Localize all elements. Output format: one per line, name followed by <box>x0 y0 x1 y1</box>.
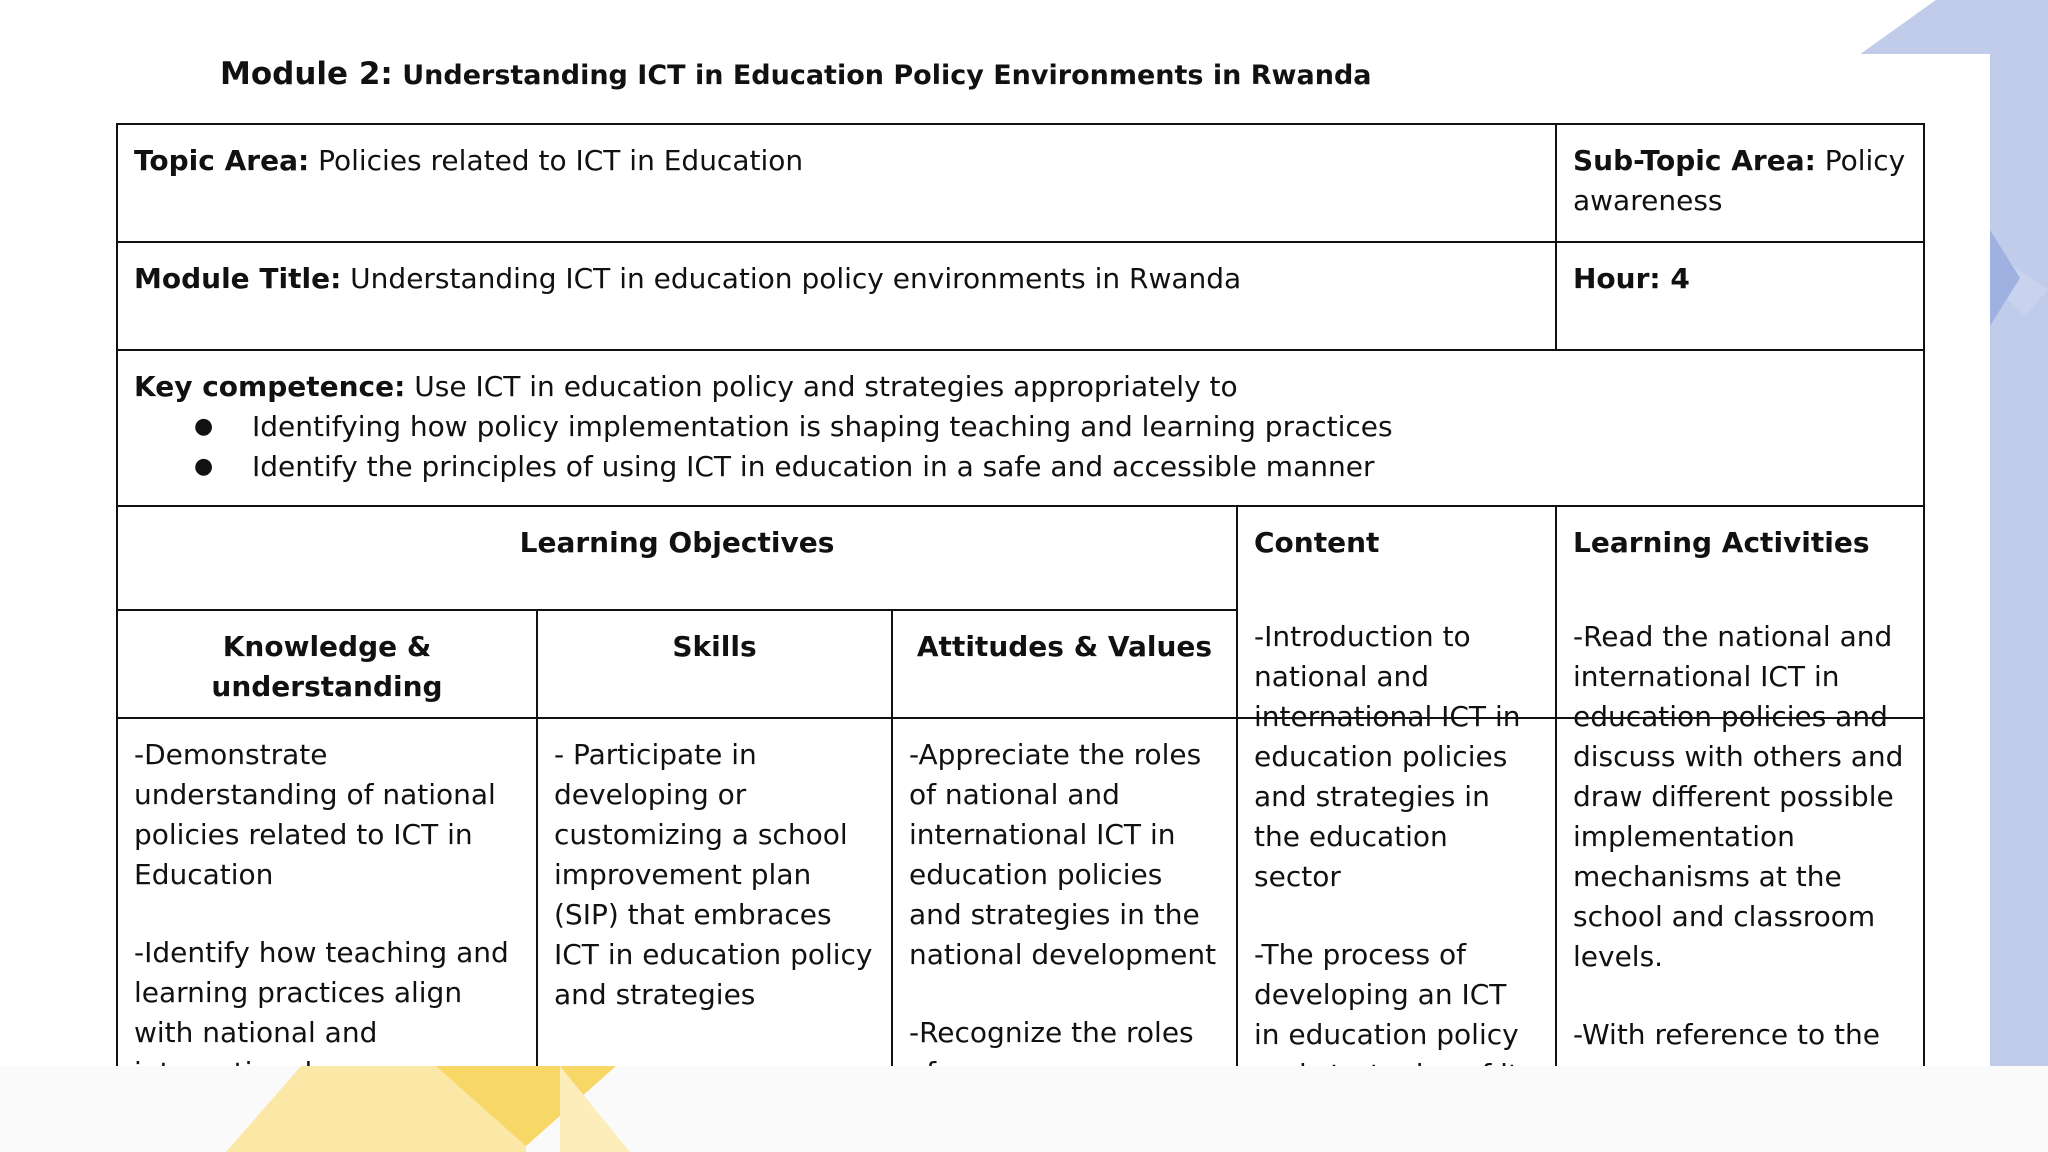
list-item: ● Identifying how policy implementation is shaping teaching and learning practices <box>134 407 1907 447</box>
attitudes-cell <box>892 718 1237 1096</box>
key-competence-list <box>134 407 1907 487</box>
attitudes-item: -Recognize the roles <box>909 1016 1194 1049</box>
attitudes-header: Attitudes & Values <box>892 610 1237 718</box>
content-item: -The process of developing an ICT in education policy <box>1254 938 1519 1051</box>
knowledge-header: Knowledge & understanding <box>117 610 537 718</box>
module-title-cell <box>117 242 1556 350</box>
table-row <box>117 718 1924 1096</box>
knowledge-cell <box>117 718 537 1096</box>
module-title-value: Understanding ICT in education policy environments in Rwanda <box>341 262 1242 295</box>
sub-topic-area-cell <box>1556 124 1924 242</box>
key-competence-cell <box>117 350 1924 506</box>
table-row <box>117 506 1924 610</box>
activities-item: -With reference to the <box>1573 1018 1881 1051</box>
topic-area-label: Topic Area: <box>134 144 310 177</box>
content-item: -Introduction to national and international ICT in education policies and strategies in the education sector <box>1254 620 1521 893</box>
activities-item: -Read the national and international ICT in education policies and discuss with others and draw different possible implementation mechanisms at the school and classroom levels. <box>1573 620 1904 973</box>
table-row <box>117 124 1924 242</box>
title-lead: Module 2: <box>220 56 393 92</box>
module-title-label: Module Title: <box>134 262 342 295</box>
list-item: ● Identify the principles of using ICT in education in a safe and accessible manner <box>134 447 1907 487</box>
content-header: Content <box>1254 526 1380 559</box>
hour-value: 4 <box>1660 262 1690 295</box>
module-table <box>116 123 1925 1097</box>
sub-topic-area-value: Policy awareness <box>1573 144 1906 217</box>
page-title <box>220 56 1372 92</box>
knowledge-item: -Identify how teaching and learning practices align with national and <box>134 936 509 1049</box>
key-competence-label: Key competence: <box>134 370 406 403</box>
activities-cell <box>1556 620 1924 1096</box>
attitudes-item: -Appreciate the roles of national and international ICT in education policies and strategies in the national development <box>909 738 1217 971</box>
content-cell <box>1237 620 1556 1096</box>
topic-area-value: Policies related to ICT in Education <box>309 144 804 177</box>
learning-activities-header: Learning Activities <box>1573 526 1870 559</box>
table-row <box>117 242 1924 350</box>
hour-cell <box>1556 242 1924 350</box>
topic-area-cell <box>117 124 1556 242</box>
key-competence-value: Use ICT in education policy and strategies appropriately to <box>405 370 1238 403</box>
sub-topic-area-label: Sub-Topic Area: <box>1573 144 1816 177</box>
blue-side-bar-decoration <box>1990 54 2048 1066</box>
title-text: Understanding ICT in Education Policy Environments in Rwanda <box>392 60 1372 91</box>
hour-label: Hour: <box>1573 262 1661 295</box>
knowledge-item: -Demonstrate understanding of national policies related to ICT in Education <box>134 738 496 891</box>
table-row <box>117 350 1924 506</box>
skills-item: - Participate in developing or customizing a school improvement plan (SIP) that embraces ICT in education policy and strategies <box>554 738 873 1011</box>
skills-header: Skills <box>537 610 892 718</box>
learning-objectives-header: Learning Objectives <box>117 506 1237 610</box>
skills-cell <box>537 718 892 1096</box>
